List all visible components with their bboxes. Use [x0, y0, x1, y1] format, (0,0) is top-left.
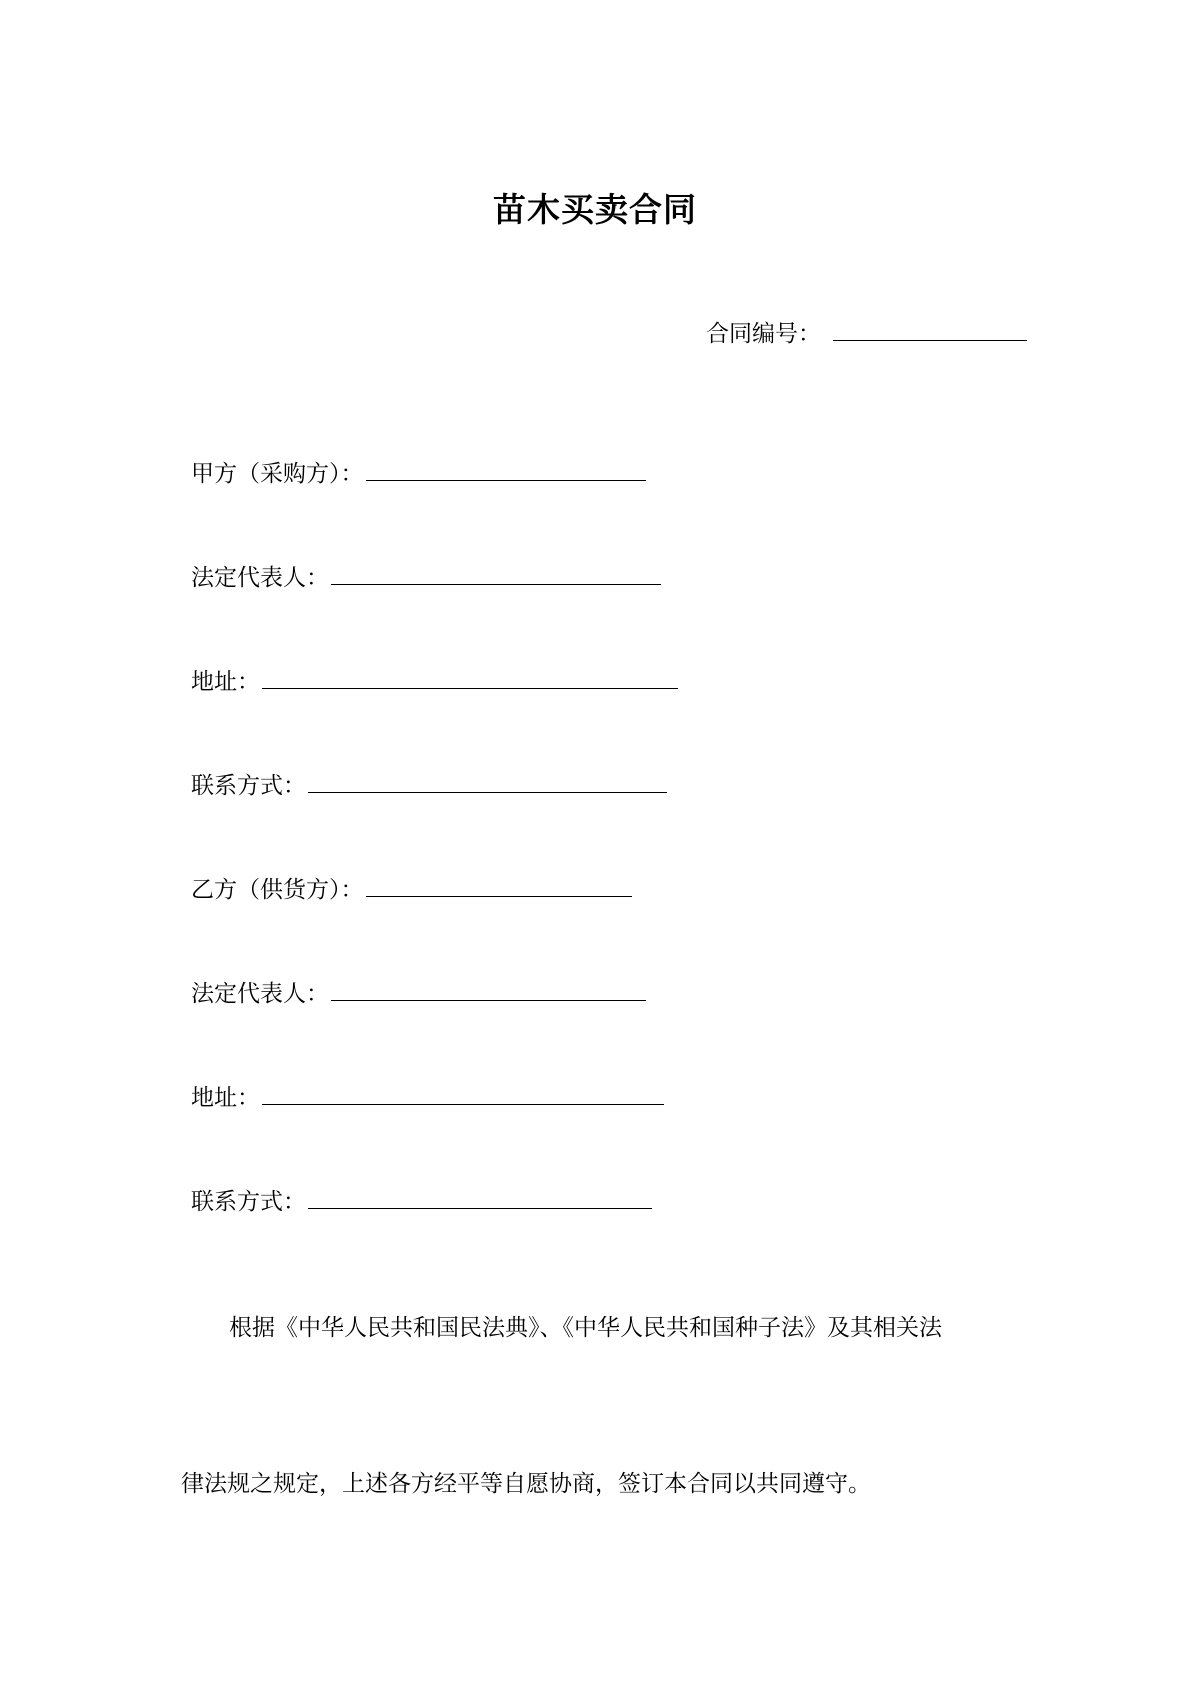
party-b-address-field — [191, 1082, 664, 1113]
party-b-rep-blank[interactable] — [331, 978, 646, 1001]
party-a-address-field — [191, 666, 678, 697]
party-b-contact-field — [191, 1186, 652, 1217]
party-a-rep-blank[interactable] — [331, 562, 661, 585]
party-a-rep-label: 法定代表人： — [191, 565, 329, 591]
party-b-address-blank[interactable] — [262, 1082, 664, 1105]
document-title: 苗木买卖合同 — [493, 190, 697, 229]
party-b-blank[interactable] — [366, 874, 632, 897]
party-b-rep-field — [191, 978, 646, 1009]
intro-paragraph-line-1: 根据《中华人民共和国民法典》、《中华人民共和国种子法》及其相关法 — [229, 1315, 942, 1341]
contract-number-field — [706, 318, 1027, 349]
contract-number-label: 合同编号： — [706, 321, 821, 347]
party-a-contact-field — [191, 770, 667, 801]
party-b-rep-label: 法定代表人： — [191, 981, 329, 1007]
party-a-field — [191, 458, 646, 489]
intro-paragraph-line-2: 律法规之规定，上述各方经平等自愿协商，签订本合同以共同遵守。 — [181, 1471, 871, 1497]
party-b-contact-label: 联系方式： — [191, 1189, 306, 1215]
party-a-blank[interactable] — [366, 458, 646, 481]
party-a-contact-label: 联系方式： — [191, 773, 306, 799]
party-b-label: 乙方（供货方）： — [191, 877, 364, 903]
party-b-address-label: 地址： — [191, 1085, 260, 1111]
party-a-address-blank[interactable] — [262, 666, 678, 689]
party-a-label: 甲方（采购方）： — [191, 461, 364, 487]
party-b-contact-blank[interactable] — [308, 1186, 652, 1209]
party-a-address-label: 地址： — [191, 669, 260, 695]
party-a-rep-field — [191, 562, 661, 593]
party-b-field — [191, 874, 632, 905]
party-a-contact-blank[interactable] — [308, 770, 667, 793]
contract-number-blank[interactable] — [833, 318, 1027, 341]
